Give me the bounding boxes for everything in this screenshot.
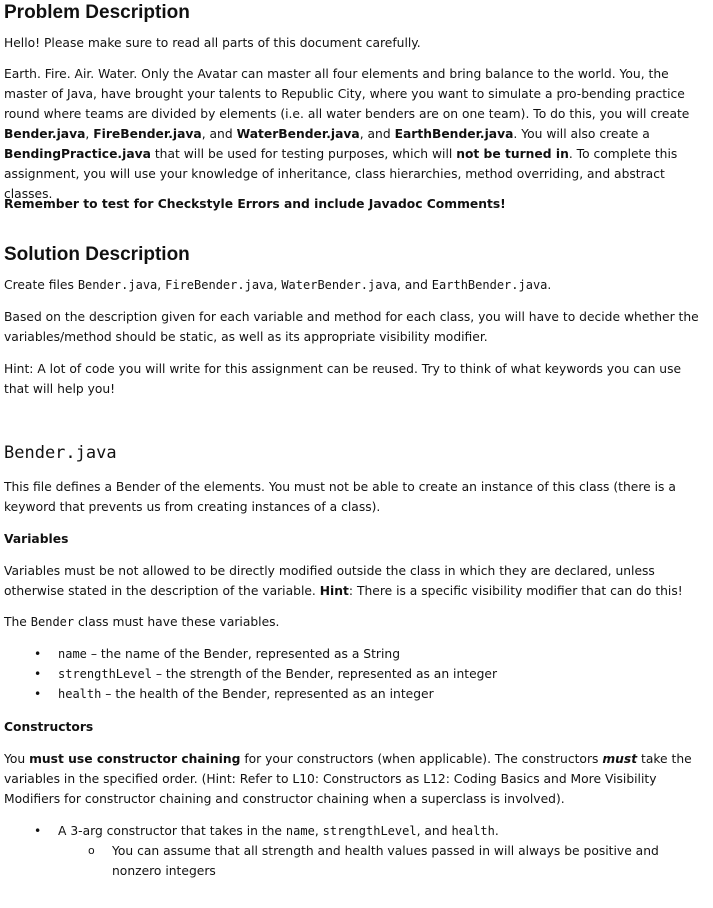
text-run: for your constructors (when applicable). The constructors — [240, 752, 603, 766]
emphasis: not be turned in — [456, 147, 569, 161]
text-run: , and — [201, 127, 237, 141]
text-run: A 3-arg constructor that takes in the — [58, 824, 286, 838]
variable-name: name — [58, 647, 87, 661]
variable-desc: – the strength of the Bender, represented as an integer — [151, 667, 498, 681]
static-visibility-paragraph: Based on the description given for each variable and method for each class, you will have to decide whether the variables/method should be static, as well as its appropriate visibility modifier. — [4, 310, 699, 344]
text-run: class must have these variables. — [74, 615, 280, 629]
variables-heading: Variables — [4, 532, 69, 546]
list-item — [4, 684, 704, 704]
sub-bullet-icon: o — [88, 844, 95, 857]
problem-heading: Problem Description — [4, 2, 190, 23]
text-run: Variables must be not allowed to be directly modified outside the class in which they are declared, unless otherwise stated in the description of the variable. — [4, 564, 655, 598]
create-files-line — [4, 275, 551, 295]
text-run: , and — [396, 278, 432, 292]
variable-desc: – the health of the Bender, represented as an integer — [101, 687, 434, 701]
emphasis: must — [602, 752, 638, 766]
text-run: , — [273, 278, 282, 292]
text-run: Earth. Fire. Air. Water. Only the Avatar can master all four elements and bring balance to the world. You, the master of Java, have brought your talents to Republic City, where you want to simulate a pro-bending practice round where teams are divided by elements (i.e. all water benders are on one team). To do this, you will create — [4, 67, 690, 121]
text-run: : There is a specific visibility modifier that can do this! — [348, 584, 683, 598]
bullet-icon: • — [34, 667, 42, 681]
text-run: . — [547, 278, 552, 292]
text-run: , — [314, 824, 323, 838]
constructor-rule — [4, 749, 707, 809]
bullet-icon: • — [34, 824, 42, 838]
param-name: strengthLevel — [322, 824, 417, 838]
class-variables-intro — [4, 612, 279, 632]
variable-name: health — [58, 687, 102, 701]
file-name: WaterBender.java — [281, 278, 397, 292]
list-item — [4, 664, 704, 684]
constructors-list — [4, 821, 704, 881]
file-name: EarthBender.java — [431, 278, 548, 292]
text-run: . To complete this assignment, you will use your knowledge of inheritance, class hierarchies, method overriding, and abstract classes. — [4, 147, 678, 201]
param-name: name — [285, 824, 315, 838]
variables-list — [4, 644, 704, 704]
list-item — [4, 644, 704, 664]
constructors-heading: Constructors — [4, 720, 94, 734]
file-name: WaterBender.java — [236, 127, 360, 141]
problem-intro: Hello! Please make sure to read all parts of this document carefully. — [4, 36, 421, 50]
variables-rule — [4, 561, 707, 601]
sub-list-item — [4, 841, 704, 881]
text-run: You — [4, 752, 30, 766]
text-run: . You will also create a — [513, 127, 650, 141]
bender-description: This file defines a Bender of the elements. You must not be able to create an instance of this class (there is a keyword that prevents us from creating instances of a class). — [4, 480, 676, 514]
file-name: Bender.java — [4, 127, 86, 141]
variable-desc: – the name of the Bender, represented as a String — [86, 647, 401, 661]
bullet-icon: • — [34, 687, 42, 701]
file-name: BendingPractice.java — [4, 147, 151, 161]
bullet-icon: • — [34, 647, 42, 661]
constructor-note: You can assume that all strength and health values passed in will always be positive and nonzero integers — [112, 844, 659, 878]
file-name: FireBender.java — [93, 127, 202, 141]
file-name: Bender.java — [77, 278, 158, 292]
text-run: Create files — [4, 278, 78, 292]
file-name: EarthBender.java — [394, 127, 514, 141]
text-run: take the variables in the specified order. (Hint: Refer to L10: Constructors as L12: Coding Basics and More Visibility Modifiers for constructor chaining and constructor chaining when a superclass is involved). — [4, 752, 692, 806]
reminder-note: Remember to test for Checkstyle Errors and include Javadoc Comments! — [4, 197, 506, 211]
emphasis: must use constructor chaining — [29, 752, 241, 766]
text-run: The — [4, 615, 31, 629]
param-name: health — [451, 824, 495, 838]
problem-paragraph — [4, 64, 707, 204]
text-run: , — [157, 278, 166, 292]
bender-section-title: Bender.java — [4, 443, 117, 463]
hint-label: Hint — [319, 584, 349, 598]
solution-heading: Solution Description — [4, 244, 190, 265]
text-run: , and — [359, 127, 395, 141]
text-run: , and — [416, 824, 452, 838]
hint-paragraph: Hint: A lot of code you will write for this assignment can be reused. Try to think of what keywords you can use that will help you! — [4, 362, 682, 396]
list-item — [4, 821, 704, 841]
class-name: Bender — [30, 615, 75, 629]
text-run: , — [85, 127, 94, 141]
file-name: FireBender.java — [165, 278, 274, 292]
text-run: . — [494, 824, 499, 838]
text-run: that will be used for testing purposes, which will — [150, 147, 457, 161]
variable-name: strengthLevel — [58, 667, 152, 681]
